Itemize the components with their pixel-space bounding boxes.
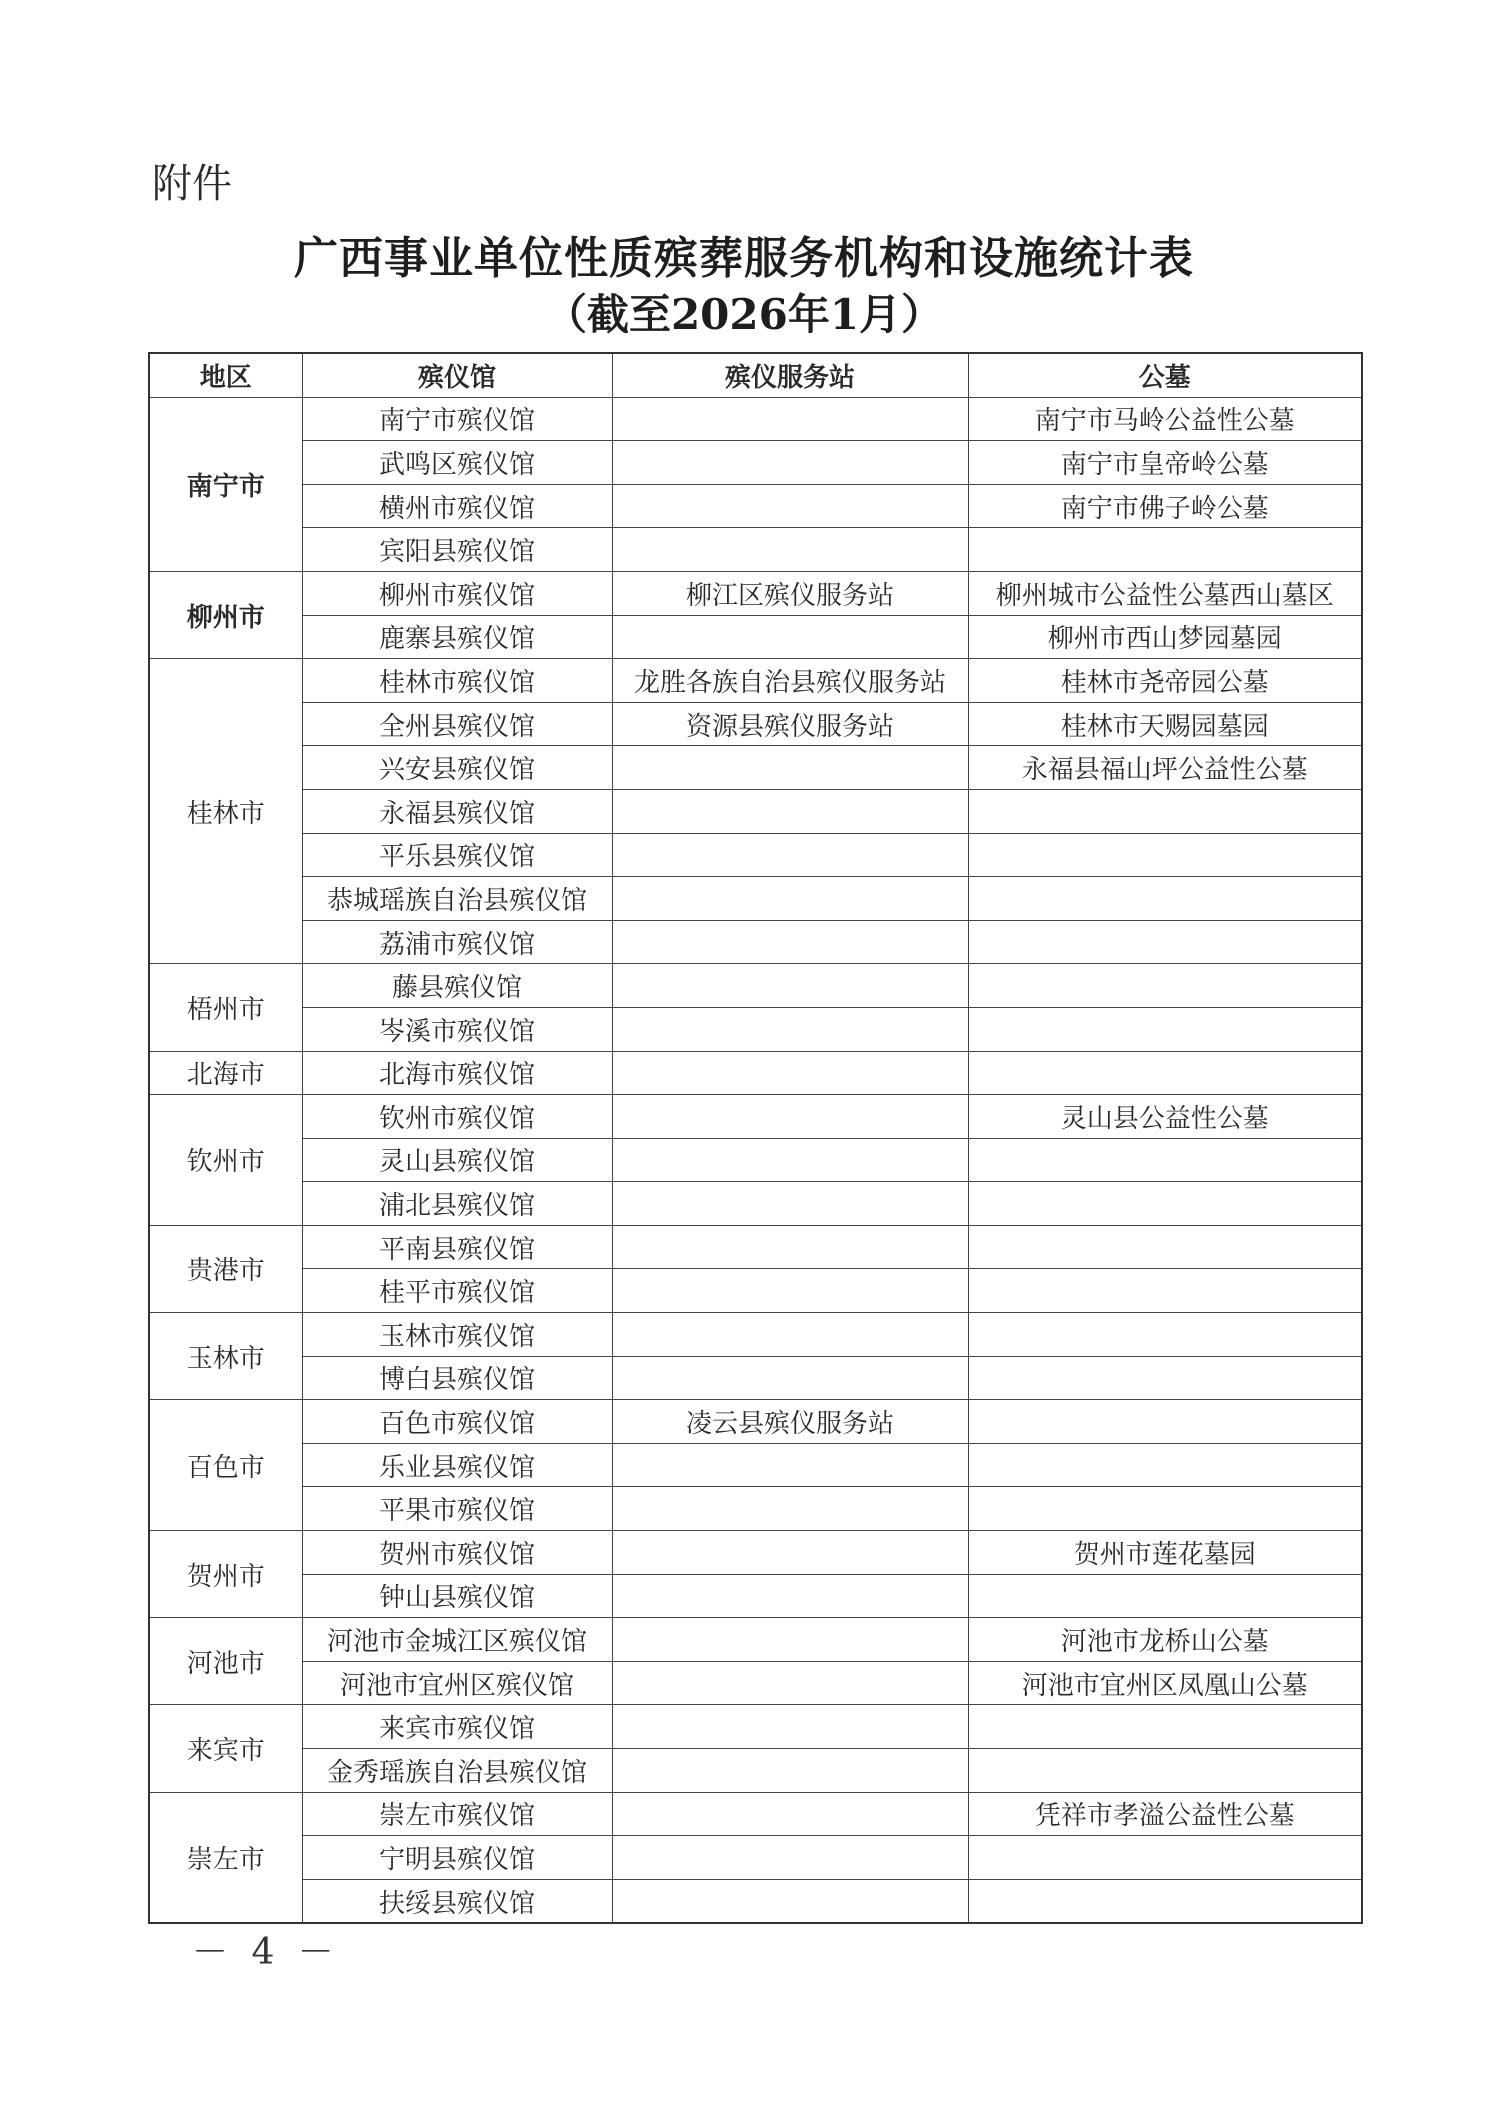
funeral-home-cell: 桂林市殡仪馆 [302, 659, 612, 703]
service-station-cell [612, 1836, 968, 1880]
table-header-row [149, 353, 1362, 397]
cemetery-cell [968, 1138, 1362, 1182]
attachment-label: 附件 [152, 161, 232, 207]
table-row [149, 1095, 1362, 1139]
region-cell: 河池市 [149, 1618, 302, 1705]
service-station-cell [612, 877, 968, 921]
service-station-cell [612, 484, 968, 528]
service-station-cell: 资源县殡仪服务站 [612, 702, 968, 746]
cemetery-cell [968, 1443, 1362, 1487]
funeral-home-cell: 平乐县殡仪馆 [302, 833, 612, 877]
table-row [149, 1705, 1362, 1749]
cemetery-cell [968, 877, 1362, 921]
table-row [149, 1138, 1362, 1182]
table-row [149, 1836, 1362, 1880]
funeral-home-cell: 浦北县殡仪馆 [302, 1182, 612, 1226]
cemetery-cell [968, 1225, 1362, 1269]
header-service-station: 殡仪服务站 [612, 353, 968, 397]
funeral-home-cell: 平南县殡仪馆 [302, 1225, 612, 1269]
funeral-home-cell: 玉林市殡仪馆 [302, 1313, 612, 1357]
cemetery-cell [968, 1269, 1362, 1313]
cemetery-cell [968, 964, 1362, 1008]
table-row [149, 1574, 1362, 1618]
cemetery-cell: 贺州市莲花墓园 [968, 1531, 1362, 1575]
table-row [149, 1269, 1362, 1313]
header-funeral-home: 殡仪馆 [302, 353, 612, 397]
table-row [149, 659, 1362, 703]
cemetery-cell [968, 1313, 1362, 1357]
funeral-home-cell: 岑溪市殡仪馆 [302, 1007, 612, 1051]
table-row [149, 1313, 1362, 1357]
service-station-cell [612, 1138, 968, 1182]
service-station-cell [612, 1182, 968, 1226]
funeral-home-cell: 来宾市殡仪馆 [302, 1705, 612, 1749]
funeral-home-cell: 乐业县殡仪馆 [302, 1443, 612, 1487]
table-row [149, 877, 1362, 921]
funeral-home-cell: 横州市殡仪馆 [302, 484, 612, 528]
region-cell: 来宾市 [149, 1705, 302, 1792]
funeral-home-cell: 钦州市殡仪馆 [302, 1095, 612, 1139]
funeral-home-cell: 扶绥县殡仪馆 [302, 1879, 612, 1923]
table-row [149, 441, 1362, 485]
region-cell: 贵港市 [149, 1225, 302, 1312]
region-cell: 崇左市 [149, 1792, 302, 1923]
service-station-cell [612, 1487, 968, 1531]
service-station-cell [612, 789, 968, 833]
service-station-cell [612, 1879, 968, 1923]
service-station-cell [612, 1443, 968, 1487]
cemetery-cell [968, 1051, 1362, 1095]
table-row [149, 1051, 1362, 1095]
service-station-cell [612, 441, 968, 485]
funeral-home-cell: 崇左市殡仪馆 [302, 1792, 612, 1836]
funeral-home-cell: 博白县殡仪馆 [302, 1356, 612, 1400]
funeral-home-cell: 百色市殡仪馆 [302, 1400, 612, 1444]
page-number: － 4 － [192, 1932, 340, 1973]
header-region: 地区 [149, 353, 302, 397]
cemetery-cell [968, 1007, 1362, 1051]
cemetery-cell: 南宁市佛子岭公墓 [968, 484, 1362, 528]
cemetery-cell: 桂林市天赐园墓园 [968, 702, 1362, 746]
service-station-cell [612, 615, 968, 659]
table-row [149, 1618, 1362, 1662]
table-row [149, 1531, 1362, 1575]
cemetery-cell [968, 920, 1362, 964]
cemetery-cell: 桂林市尧帝园公墓 [968, 659, 1362, 703]
cemetery-cell [968, 1487, 1362, 1531]
service-station-cell [612, 1051, 968, 1095]
cemetery-cell [968, 1879, 1362, 1923]
statistics-table [148, 352, 1363, 1924]
service-station-cell: 柳江区殡仪服务站 [612, 571, 968, 615]
service-station-cell [612, 920, 968, 964]
cemetery-cell [968, 1574, 1362, 1618]
table-row [149, 833, 1362, 877]
region-cell: 南宁市 [149, 397, 302, 571]
service-station-cell [612, 1574, 968, 1618]
cemetery-cell: 河池市宜州区凤凰山公墓 [968, 1661, 1362, 1705]
cemetery-cell: 柳州城市公益性公墓西山墓区 [968, 571, 1362, 615]
table-row [149, 397, 1362, 441]
table-row [149, 1400, 1362, 1444]
cemetery-cell [968, 1356, 1362, 1400]
service-station-cell [612, 397, 968, 441]
cemetery-cell [968, 1182, 1362, 1226]
funeral-home-cell: 灵山县殡仪馆 [302, 1138, 612, 1182]
funeral-home-cell: 恭城瑶族自治县殡仪馆 [302, 877, 612, 921]
cemetery-cell [968, 1400, 1362, 1444]
service-station-cell [612, 833, 968, 877]
cemetery-cell [968, 1836, 1362, 1880]
region-cell: 梧州市 [149, 964, 302, 1051]
service-station-cell [612, 1705, 968, 1749]
table-row [149, 964, 1362, 1008]
service-station-cell [612, 1269, 968, 1313]
table-row [149, 1007, 1362, 1051]
funeral-home-cell: 兴安县殡仪馆 [302, 746, 612, 790]
service-station-cell [612, 1661, 968, 1705]
table-row [149, 1792, 1362, 1836]
service-station-cell [612, 1749, 968, 1793]
table-row [149, 1443, 1362, 1487]
funeral-home-cell: 金秀瑶族自治县殡仪馆 [302, 1749, 612, 1793]
header-cemetery: 公墓 [968, 353, 1362, 397]
table-row [149, 1182, 1362, 1226]
service-station-cell [612, 1225, 968, 1269]
region-cell: 玉林市 [149, 1313, 302, 1400]
cemetery-cell [968, 1749, 1362, 1793]
cemetery-cell: 永福县福山坪公益性公墓 [968, 746, 1362, 790]
service-station-cell [612, 1618, 968, 1662]
cemetery-cell [968, 1705, 1362, 1749]
table-row [149, 789, 1362, 833]
service-station-cell: 凌云县殡仪服务站 [612, 1400, 968, 1444]
table-row [149, 1749, 1362, 1793]
funeral-home-cell: 北海市殡仪馆 [302, 1051, 612, 1095]
cemetery-cell [968, 528, 1362, 572]
table-row [149, 920, 1362, 964]
cemetery-cell: 南宁市皇帝岭公墓 [968, 441, 1362, 485]
service-station-cell [612, 746, 968, 790]
table-row [149, 1661, 1362, 1705]
region-cell: 桂林市 [149, 659, 302, 964]
service-station-cell [612, 1531, 968, 1575]
service-station-cell [612, 1792, 968, 1836]
table-row [149, 528, 1362, 572]
service-station-cell [612, 1007, 968, 1051]
funeral-home-cell: 南宁市殡仪馆 [302, 397, 612, 441]
funeral-home-cell: 河池市金城江区殡仪馆 [302, 1618, 612, 1662]
service-station-cell [612, 1356, 968, 1400]
funeral-home-cell: 藤县殡仪馆 [302, 964, 612, 1008]
funeral-home-cell: 全州县殡仪馆 [302, 702, 612, 746]
table-body [149, 397, 1362, 1923]
funeral-home-cell: 钟山县殡仪馆 [302, 1574, 612, 1618]
table-row [149, 571, 1362, 615]
table-row [149, 615, 1362, 659]
region-cell: 百色市 [149, 1400, 302, 1531]
service-station-cell [612, 1095, 968, 1139]
service-station-cell [612, 1313, 968, 1357]
region-cell: 贺州市 [149, 1531, 302, 1618]
service-station-cell [612, 964, 968, 1008]
document-title: 广西事业单位性质殡葬服务机构和设施统计表 [294, 233, 1194, 284]
funeral-home-cell: 武鸣区殡仪馆 [302, 441, 612, 485]
cemetery-cell: 凭祥市孝溢公益性公墓 [968, 1792, 1362, 1836]
region-cell: 钦州市 [149, 1095, 302, 1226]
service-station-cell [612, 528, 968, 572]
region-cell: 柳州市 [149, 571, 302, 658]
funeral-home-cell: 永福县殡仪馆 [302, 789, 612, 833]
funeral-home-cell: 平果市殡仪馆 [302, 1487, 612, 1531]
region-cell: 北海市 [149, 1051, 302, 1095]
table-row [149, 1356, 1362, 1400]
table-row [149, 702, 1362, 746]
funeral-home-cell: 柳州市殡仪馆 [302, 571, 612, 615]
service-station-cell: 龙胜各族自治县殡仪服务站 [612, 659, 968, 703]
funeral-home-cell: 桂平市殡仪馆 [302, 1269, 612, 1313]
cemetery-cell [968, 789, 1362, 833]
document-subtitle: （截至2026年1月） [544, 290, 944, 339]
cemetery-cell: 河池市龙桥山公墓 [968, 1618, 1362, 1662]
cemetery-cell [968, 833, 1362, 877]
funeral-home-cell: 鹿寨县殡仪馆 [302, 615, 612, 659]
table-row [149, 1225, 1362, 1269]
funeral-home-cell: 河池市宜州区殡仪馆 [302, 1661, 612, 1705]
funeral-home-cell: 贺州市殡仪馆 [302, 1531, 612, 1575]
table-row [149, 1879, 1362, 1923]
table-row [149, 1487, 1362, 1531]
cemetery-cell: 柳州市西山梦园墓园 [968, 615, 1362, 659]
funeral-home-cell: 宾阳县殡仪馆 [302, 528, 612, 572]
cemetery-cell: 灵山县公益性公墓 [968, 1095, 1362, 1139]
cemetery-cell: 南宁市马岭公益性公墓 [968, 397, 1362, 441]
table-row [149, 746, 1362, 790]
table-row [149, 484, 1362, 528]
funeral-home-cell: 宁明县殡仪馆 [302, 1836, 612, 1880]
funeral-home-cell: 荔浦市殡仪馆 [302, 920, 612, 964]
